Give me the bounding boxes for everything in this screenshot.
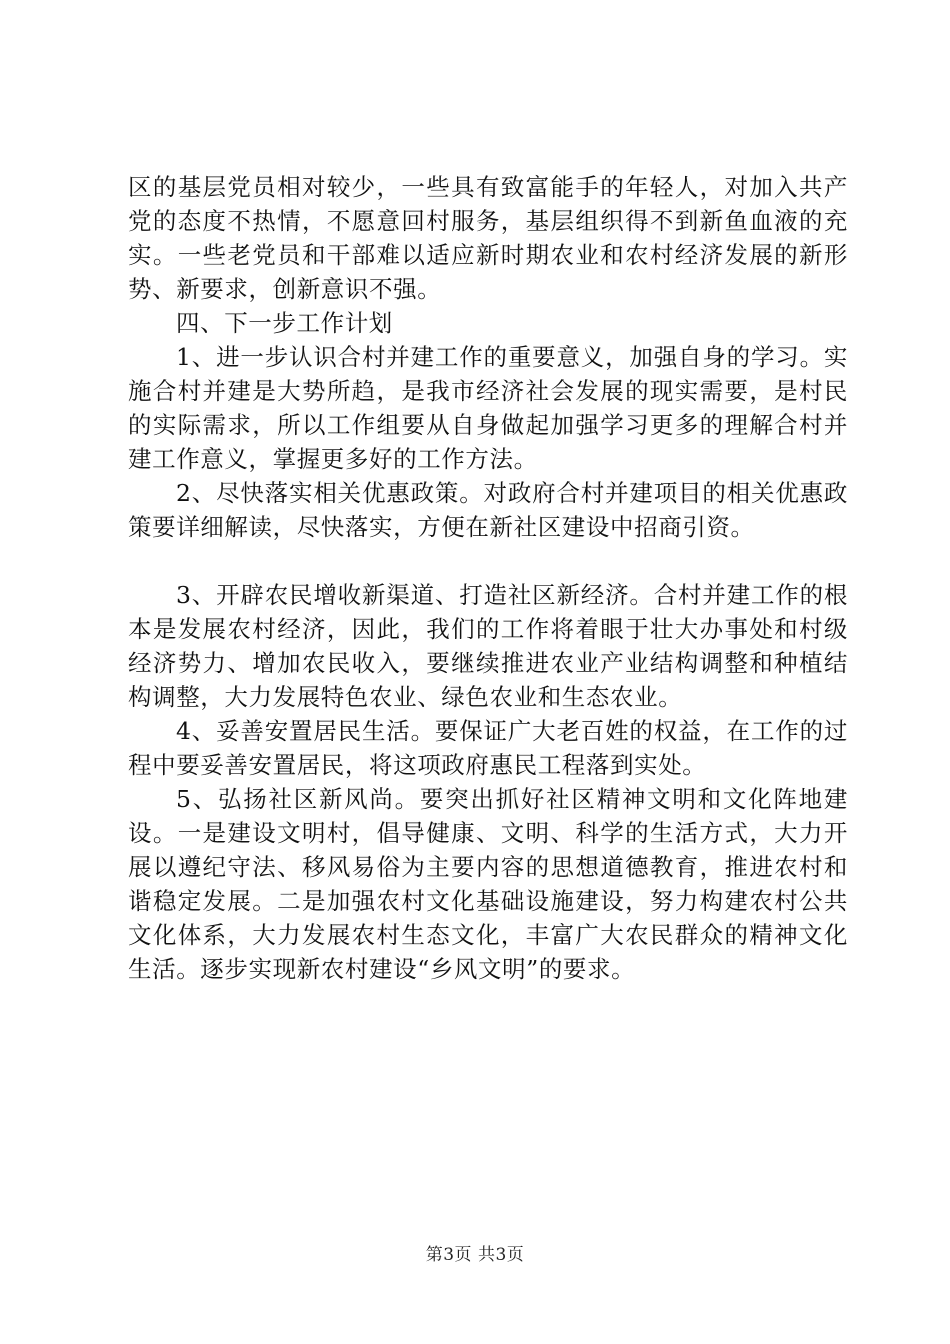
plan-item-1: 1、进一步认识合村并建工作的重要意义，加强自身的学习。实施合村并建是大势所趋，是我市经济社会发展的现实需要，是村民的实际需求，所以工作组要从自身做起加强学习更多的理解合村并建工作意义，掌握更多好的工作方法。 <box>128 343 848 473</box>
plan-item-4: 4、妥善安置居民生活。要保证广大老百姓的权益，在工作的过程中要妥善安置居民，将这项政府惠民工程落到实处。 <box>128 717 848 779</box>
plan-item-5: 5、弘扬社区新风尚。要突出抓好社区精神文明和文化阵地建设。一是建设文明村，倡导健康、文明、科学的生活方式，大力开展以遵纪守法、移风易俗为主要内容的思想道德教育，推进农村和谐稳定发展。二是加强农村文化基础设施建设，努力构建农村公共文化体系，大力发展农村生态文化，丰富广大农民群众的精神文化生活。逐步实现新农村建设“乡风文明”的要求。 <box>128 785 848 983</box>
section-heading: 四、下一步工作计划 <box>176 309 393 337</box>
page-number-label: 第3页 共3页 <box>425 1245 525 1265</box>
plan-item-2: 2、尽快落实相关优惠政策。对政府合村并建项目的相关优惠政策要详细解读，尽快落实，方便在新社区建设中招商引资。 <box>128 479 848 541</box>
page-footer <box>0 1245 950 1265</box>
document-body <box>128 170 848 986</box>
plan-item-3: 3、开辟农民增收新渠道、打造社区新经济。合村并建工作的根本是发展农村经济，因此，我们的工作将着眼于壮大办事处和村级经济势力、增加农民收入，要继续推进农业产业结构调整和种植结构调整，大力发展特色农业、绿色农业和生态农业。 <box>128 581 848 711</box>
paragraph-continuation: 区的基层党员相对较少，一些具有致富能手的年轻人，对加入共产党的态度不热情，不愿意回村服务，基层组织得不到新鱼血液的充实。一些老党员和干部难以适应新时期农业和农村经济发展的新形势、新要求，创新意识不强。 <box>128 173 848 303</box>
